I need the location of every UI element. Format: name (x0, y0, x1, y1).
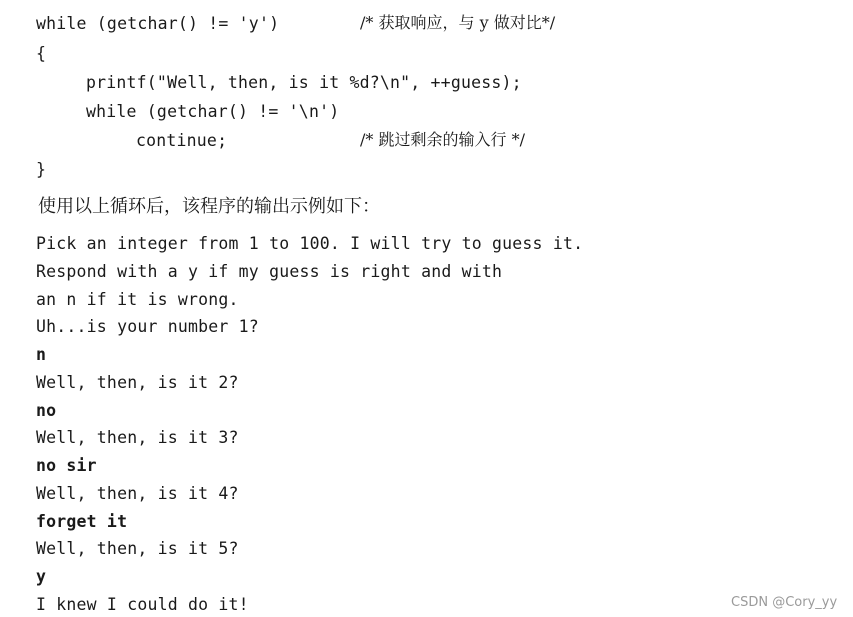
output-line: an n if it is wrong. (36, 290, 239, 309)
code-comment-compare: /* 获取响应，与 y 做对比*/ (360, 13, 556, 32)
output-line: Well, then, is it 4? (36, 484, 239, 503)
user-input-line: no (36, 401, 57, 420)
output-line: Well, then, is it 2? (36, 373, 239, 392)
output-line: Well, then, is it 3? (36, 428, 239, 447)
prose-intro: 使用以上循环后，该程序的输出示例如下： (38, 196, 380, 217)
code-line-while-getchar: while (getchar() != 'y') (36, 14, 280, 33)
code-line-printf: printf("Well, then, is it %d?\n", ++guess); (86, 73, 522, 92)
output-line: Uh...is your number 1? (36, 317, 259, 336)
code-line-inner-while: while (getchar() != '\n') (86, 102, 340, 121)
code-line-continue: continue; (136, 131, 228, 150)
user-input-line: forget it (36, 512, 128, 531)
user-input-line: n (36, 345, 47, 364)
user-input-line: y (36, 567, 47, 586)
user-input-line: no sir (36, 456, 97, 475)
output-line: Respond with a y if my guess is right and with (36, 262, 503, 281)
code-comment-skip: /* 跳过剩余的输入行 */ (360, 130, 525, 149)
output-line: Well, then, is it 5? (36, 539, 239, 558)
output-line: Pick an integer from 1 to 100. I will try to guess it. (36, 234, 584, 253)
code-line-close-brace: } (36, 160, 47, 179)
output-line: I knew I could do it! (36, 595, 249, 614)
code-line-open-brace: { (36, 44, 47, 63)
watermark-text: CSDN @Cory_yy (731, 595, 838, 610)
